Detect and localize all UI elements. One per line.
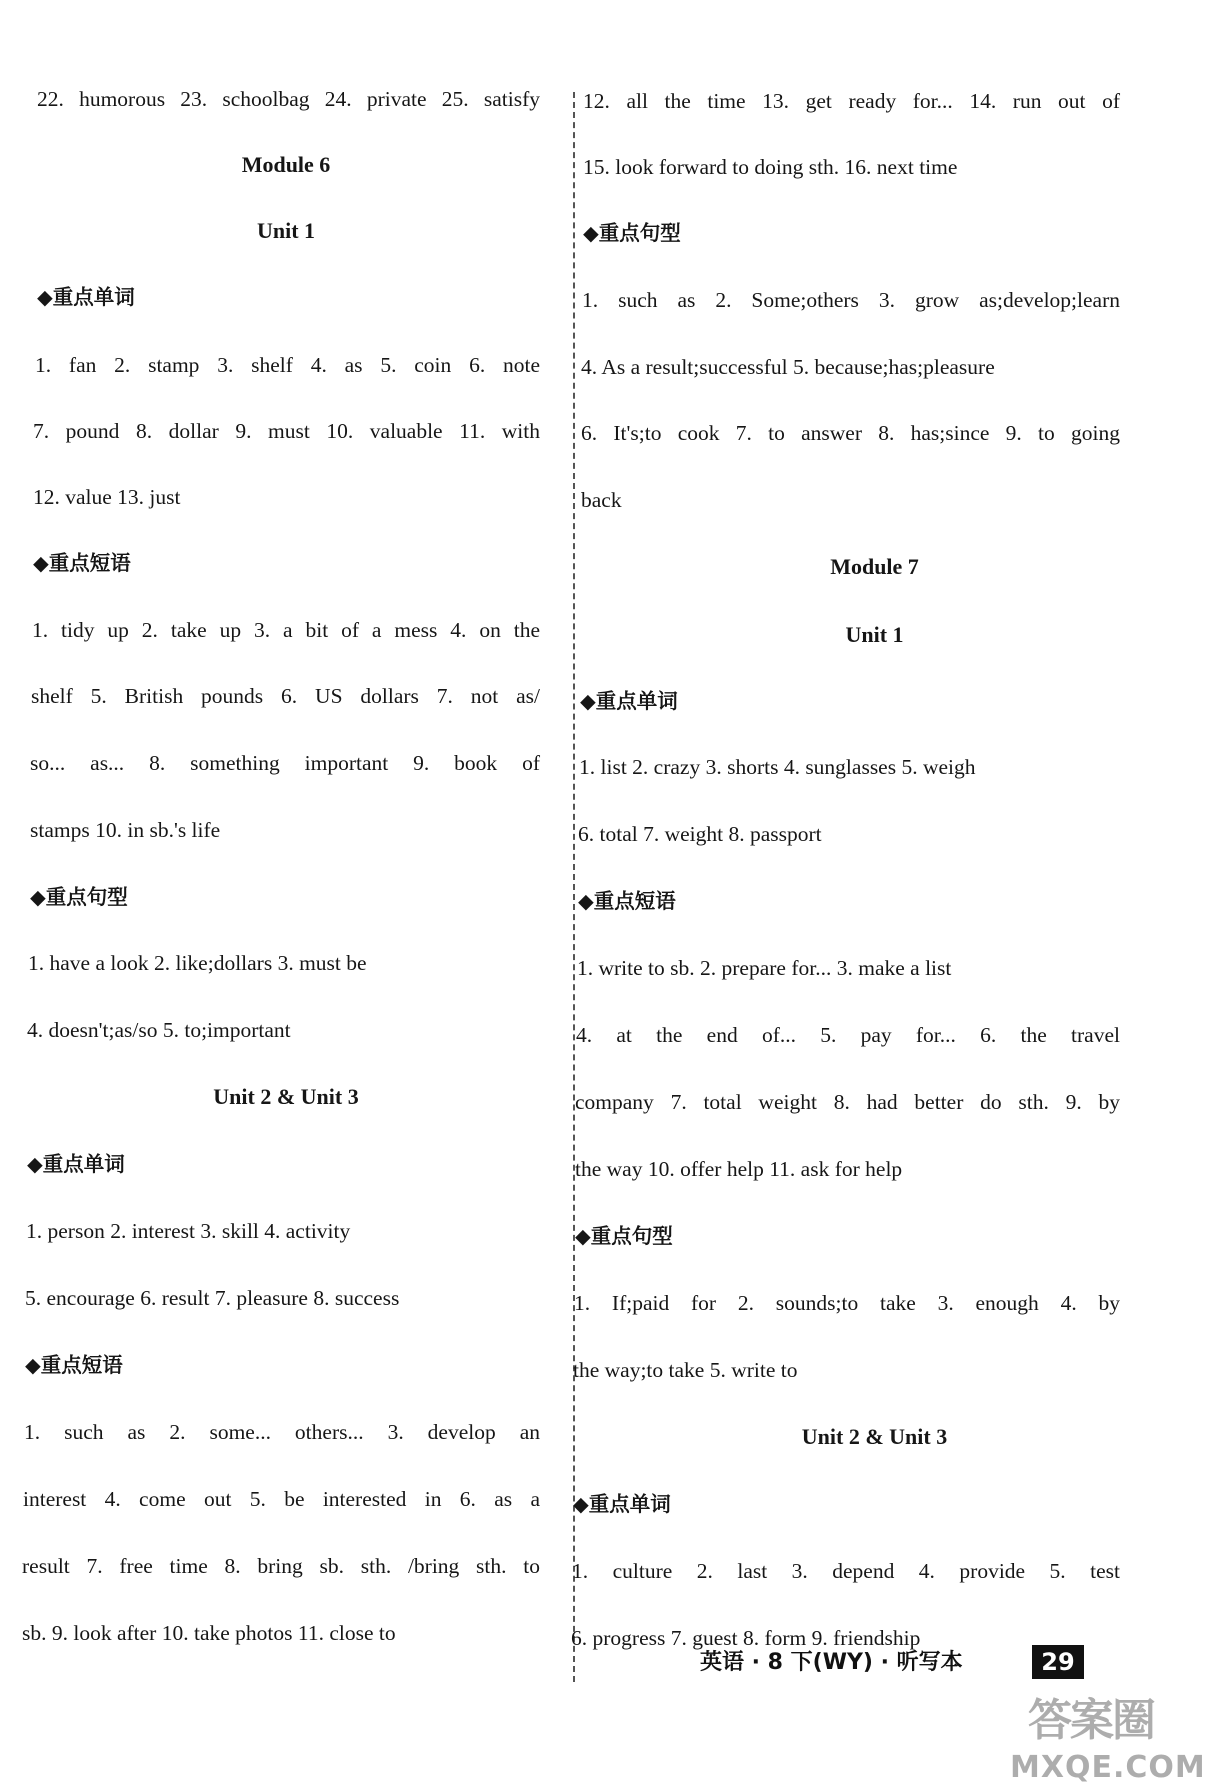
section-label: ◆重点单词 [27, 1152, 125, 1176]
section-label: ◆重点句型 [583, 221, 681, 245]
section-label: ◆重点单词 [573, 1492, 671, 1516]
text-line: 1. culture 2. last 3. depend 4. provide 5. test [572, 1559, 1120, 1583]
heading: Unit 2 & Unit 3 [801, 1424, 948, 1449]
text-line: 1. such as 2. some... others... 3. develop an [24, 1420, 540, 1444]
text-line: 4. As a result;successful 5. because;has;pleasure [581, 355, 995, 379]
text-line: 7. pound 8. dollar 9. must 10. valuable 11. with [33, 419, 540, 443]
text-line: 5. encourage 6. result 7. pleasure 8. success [25, 1286, 400, 1310]
text-line: 1. write to sb. 2. prepare for... 3. make a list [577, 956, 952, 980]
text-line: 1. person 2. interest 3. skill 4. activity [26, 1219, 351, 1243]
heading: Module 6 [241, 152, 331, 177]
heading: Unit 1 [845, 622, 904, 647]
page-number: 29 [1032, 1645, 1084, 1679]
text-line: 15. look forward to doing sth. 16. next time [583, 155, 958, 179]
text-line: 1. such as 2. Some;others 3. grow as;develop;learn [582, 288, 1120, 312]
text-line: 6. progress 7. guest 8. form 9. friendship [571, 1626, 921, 1650]
text-line: 22. humorous 23. schoolbag 24. private 25. satisfy [37, 87, 540, 111]
text-line: shelf 5. British pounds 6. US dollars 7. not as/ [31, 684, 540, 708]
section-label: ◆重点句型 [575, 1224, 673, 1248]
heading: Unit 2 & Unit 3 [213, 1084, 359, 1109]
text-line: company 7. total weight 8. had better do sth. 9. by [575, 1090, 1120, 1114]
text-line: 4. doesn't;as/so 5. to;important [27, 1018, 291, 1042]
text-line: 4. at the end of... 5. pay for... 6. the travel [576, 1023, 1120, 1047]
text-line: so... as... 8. something important 9. book of [30, 751, 540, 775]
section-label: ◆重点短语 [578, 889, 676, 913]
text-line: 6. total 7. weight 8. passport [578, 822, 822, 846]
text-line: 12. value 13. just [33, 485, 181, 509]
text-line: 1. tidy up 2. take up 3. a bit of a mess 4. on the [32, 618, 540, 642]
text-line: 1. If;paid for 2. sounds;to take 3. enough 4. by [574, 1291, 1120, 1315]
text-line: interest 4. come out 5. be interested in 6. as a [23, 1487, 540, 1511]
text-line: sb. 9. look after 10. take photos 11. close to [22, 1621, 396, 1645]
text-line: 1. have a look 2. like;dollars 3. must be [28, 951, 367, 975]
text-line: back [581, 488, 622, 512]
section-label: ◆重点单词 [37, 285, 135, 309]
text-line: stamps 10. in sb.'s life [30, 818, 221, 842]
text-line: result 7. free time 8. bring sb. sth. /bring sth. to [22, 1554, 540, 1578]
text-line: 1. fan 2. stamp 3. shelf 4. as 5. coin 6. note [35, 353, 540, 377]
text-line: 6. It's;to cook 7. to answer 8. has;since 9. to going [581, 421, 1120, 445]
heading: Module 7 [830, 554, 919, 579]
text-line: the way 10. offer help 11. ask for help [575, 1157, 903, 1181]
section-label: ◆重点短语 [25, 1353, 123, 1377]
section-label: ◆重点短语 [33, 551, 131, 575]
text-line: 12. all the time 13. get ready for... 14. run out of [583, 89, 1120, 113]
watermark [1010, 1684, 1206, 1792]
watermark-logo: 答案圈 [1028, 1695, 1154, 1746]
text-line: 1. list 2. crazy 3. shorts 4. sunglasses 5. weigh [579, 755, 976, 779]
heading: Unit 1 [256, 218, 316, 243]
section-label: ◆重点单词 [580, 689, 678, 713]
footer-label: 英语 · 8 下(WY) · 听写本 [700, 1650, 963, 1675]
section-label: ◆重点句型 [30, 885, 128, 909]
text-line: the way;to take 5. write to [573, 1358, 798, 1382]
watermark-url: MXQE.COM [1010, 1750, 1206, 1785]
